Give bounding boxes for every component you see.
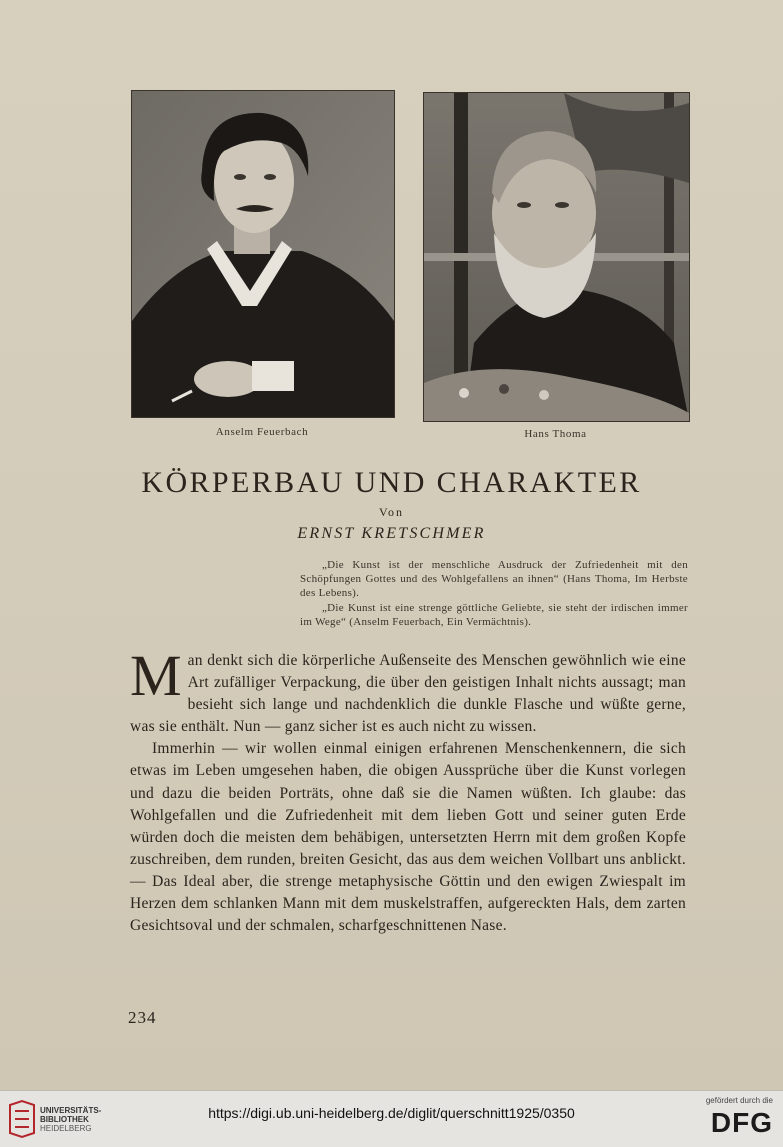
dfg-logo[interactable]: DFG	[710, 1107, 773, 1138]
article-author: ERNST KRETSCHMER	[297, 525, 486, 542]
funding-note: gefördert durch die	[705, 1096, 773, 1105]
portrait-feuerbach	[131, 90, 395, 418]
page-number: 234	[128, 1008, 157, 1027]
caption-thoma: Hans Thoma	[524, 428, 587, 440]
library-line-2: BIBLIOTHEK	[40, 1115, 89, 1124]
paragraph-1-text: an denkt sich die körperliche Außenseite des Menschen gewöhnlich wie eine Art zufälliger Verpackung, die über den geistigen Inhalt nichts aussagt; man besieht sich lange und nachdenklich die dunkle Flasche und wüßte gerne, was sie enthält. Nun — ganz sicher ist es auch nicht zu wissen.	[130, 652, 686, 736]
paragraph-1	[130, 643, 686, 738]
paragraph-2: Immerhin — wir wollen einmal einigen erfahrenen Menschenkennern, die sich etwas im Leben umgesehen haben, die obigen Aussprüche über die Kunst vorlegen und dazu die beiden Porträts, ohne daß sie die Namen wüßten. Ich glaube: das Wohlgefallen und die Zufriedenheit mit dem lieben Gott und seiner guten Erde würden doch die meisten dem behäbigen, untersetzten Herrn mit dem großen Kopfe zuschreiben, dem runden, breiten Gesicht, das aus dem weichen Vollbart uns anblickt. — Das Ideal aber, die strenge metaphysische Göttin und den ewigen Zwiespalt im Herzen dem schlanken Mann mit dem muskelstraffen, aufgereckten Hals, dem zarten Gesichtsoval und der schmalen, scharfgeschnittenen Nase.	[130, 740, 686, 935]
portrait-thoma-image	[424, 93, 689, 421]
library-line-3: HEIDELBERG	[40, 1124, 92, 1133]
article-body	[130, 643, 686, 937]
epigraph-thoma: „Die Kunst ist der menschliche Ausdruck der Zufriedenheit mit den Schöpfungen Gottes und des Wohlgefallens an ihnen“ (Hans Thoma, Im Herbste des Lebens).	[300, 559, 688, 599]
portrait-thoma	[423, 92, 690, 422]
article-von: Von	[378, 505, 405, 519]
portrait-feuerbach-image	[132, 91, 394, 417]
caption-feuerbach: Anselm Feuerbach	[215, 426, 309, 438]
viewer-footer	[0, 1090, 783, 1147]
library-line-1: UNIVERSITÄTS-	[40, 1106, 102, 1115]
article-title: KÖRPERBAU UND CHARAKTER	[141, 466, 642, 499]
epigraph-feuerbach: „Die Kunst ist eine strenge göttliche Geliebte, sie steht der irdischen immer im Wege“ (Anselm Feuerbach, Ein Vermächtnis).	[300, 602, 688, 628]
drop-cap: M	[130, 643, 182, 708]
document-url-link[interactable]: https://digi.ub.uni-heidelberg.de/diglit/querschnitt1925/0350	[208, 1105, 575, 1121]
